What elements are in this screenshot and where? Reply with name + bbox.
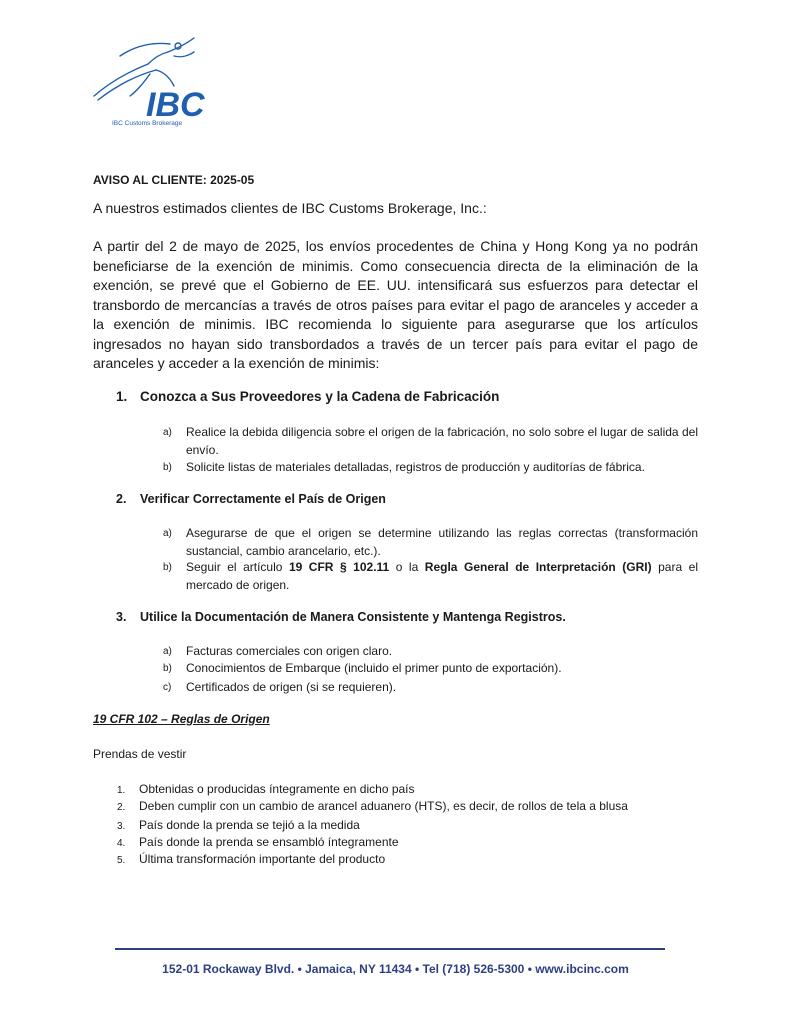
footer-contact: 152-01 Rockaway Blvd. • Jamaica, NY 11434 • Tel (718) 526-5300 • www.ibcinc.com	[162, 962, 629, 976]
list-item: b) Conocimientos de Embarque (incluido el primer punto de exportación).	[163, 661, 562, 675]
list-item: a) Asegurarse de que el origen se determine utilizando las reglas correctas (transformación sustancial, cambio arancelario, etc.).	[163, 526, 698, 558]
greeting: A nuestros estimados clientes de IBC Customs Brokerage, Inc.:	[93, 200, 487, 216]
list-item: a) Facturas comerciales con origen claro.	[163, 644, 393, 658]
runner-logo-icon	[90, 34, 225, 129]
rule-item: 5. Última transformación importante del producto	[117, 852, 386, 866]
intro-paragraph: A partir del 2 de mayo de 2025, los envíos procedentes de China y Hong Kong ya no podrán beneficiarse de la exención de minimis. Como consecuencia directa de la eliminación de la exención, se prevé que el Gobierno de EE. UU. intensificará sus esfuerzos para detectar el transbordo de mercancías a través de otros países para evitar el pago de aranceles y acceder a la exención de minimis. IBC recomienda lo siguiente para asegurarse que los artículos ingresados no hayan sido transbordados a través de un tercer país para evitar el pago de aranceles y acceder a la exención de minimis:	[93, 238, 698, 371]
section-heading-3: 3. Utilice la Documentación de Manera Consistente y Mantenga Registros.	[116, 610, 566, 624]
section-heading-2: 2. Verificar Correctamente el País de Origen	[116, 492, 386, 506]
company-logo	[90, 34, 225, 129]
list-item: b) Seguir el artículo 19 CFR § 102.11 o la Regla General de Interpretación (GRI) para el mercado de origen.	[163, 560, 698, 592]
list-item: a) Realice la debida diligencia sobre el origen de la fabricación, no solo sobre el lugar de salida del envío.	[163, 425, 698, 457]
rules-heading: 19 CFR 102 – Reglas de Origen	[93, 712, 270, 726]
svg-text:IBC: IBC	[146, 86, 205, 124]
apparel-label: Prendas de vestir	[93, 747, 187, 761]
rule-item: 3. País donde la prenda se tejió a la medida	[117, 818, 360, 832]
notice-title: AVISO AL CLIENTE: 2025-05	[93, 173, 255, 187]
section-heading-1: 1. Conozca a Sus Proveedores y la Cadena de Fabricación	[116, 389, 500, 404]
footer-divider	[115, 948, 665, 950]
list-item: c) Certificados de origen (si se requieren).	[163, 680, 397, 694]
rule-item: 4. País donde la prenda se ensambló íntegramente	[117, 835, 399, 849]
rule-item: 1. Obtenidas o producidas íntegramente en dicho país	[117, 782, 415, 796]
logo-subtitle: IBC Customs Brokerage	[112, 120, 183, 127]
rule-item: 2. Deben cumplir con un cambio de arancel aduanero (HTS), es decir, de rollos de tela a blusa	[117, 799, 628, 813]
list-item: b) Solicite listas de materiales detalladas, registros de producción y auditorías de fábrica.	[163, 460, 645, 474]
